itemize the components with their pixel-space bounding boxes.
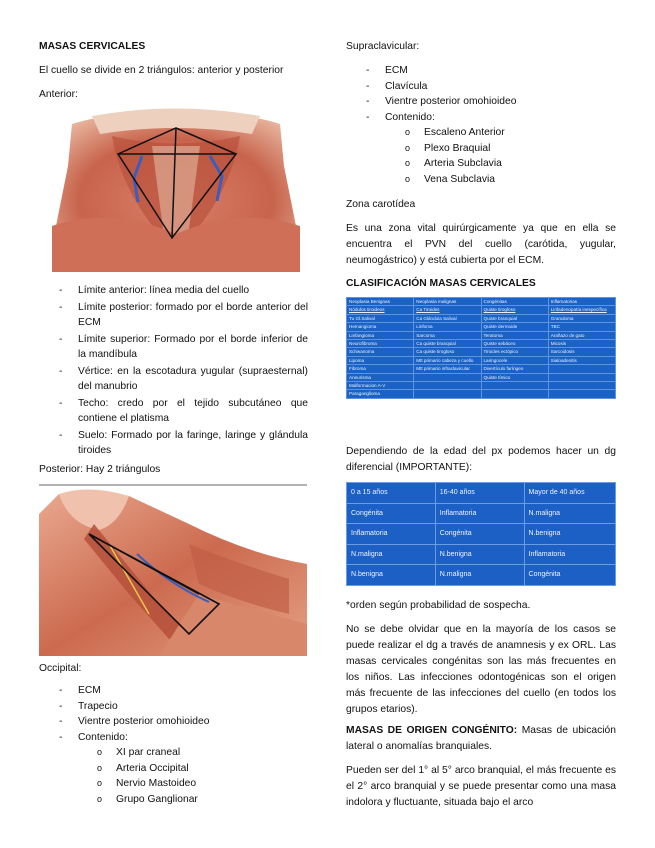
list-item: o Grupo Ganglionar (116, 792, 296, 808)
table-cell: Congénitas (481, 298, 548, 306)
anterior-neck-image (52, 106, 300, 272)
table-cell: Linfangioma (347, 331, 414, 339)
list-item: - Suelo: Formado por la faringe, laringe y glándula tiroides (78, 428, 308, 459)
table-cell: Divertículo faríngeo (481, 365, 548, 373)
table-row (347, 373, 616, 381)
supraclavicular-label: Supraclavicular: (346, 41, 420, 52)
table-cell: Hemangioma (347, 323, 414, 331)
anterior-label: Anterior: (39, 89, 78, 100)
table-row (347, 323, 616, 331)
list-item: o Arteria Subclavia (424, 156, 614, 172)
clasificacion-title: CLASIFICACIÓN MASAS CERVICALES (346, 278, 536, 289)
table-cell: Ca quiste branquial (414, 339, 481, 347)
list-item: - Límite superior: Formado por el borde inferior de la mandíbula (78, 332, 308, 363)
zona-carotidea-text: Es una zona vital quirúrgicamente ya que en ella se encuentra el PVN del cuello (carótida, yugular, neumogástrico) y está cubierta por el ECM. (346, 223, 616, 266)
table-cell: 0 a 15 años (347, 483, 436, 504)
table-cell: N.benigna (347, 565, 436, 586)
congenito-text: Masas de ubicación lateral o anomalías branquiales. (346, 725, 616, 752)
table-cell: Arañazo de gato (548, 331, 615, 339)
table-cell: TBC (548, 323, 615, 331)
occipital-label: Occipital: (39, 663, 82, 674)
table-cell (481, 381, 548, 389)
table-cell (548, 365, 615, 373)
list-item: - Límite posterior: formado por el borde anterior del ECM (78, 300, 308, 331)
list-item: o Arteria Occipital (116, 761, 296, 777)
table-cell: Sarcoma (414, 331, 481, 339)
table-cell: Teratoma (481, 331, 548, 339)
table-row (347, 390, 616, 398)
congenito-bold: MASAS DE ORIGEN CONGÉNITO: (346, 725, 518, 736)
congenito-heading (346, 723, 616, 755)
anterior-list (78, 283, 308, 459)
table-cell: Linfoma (414, 323, 481, 331)
list-item: - Techo: credo por el tejido subcutáneo que contiene el platisma (78, 396, 308, 427)
occipital-list (78, 683, 298, 745)
table-cell: Quiste tirogloso (481, 306, 548, 314)
list-item: o Nervio Mastoideo (116, 776, 296, 792)
table-cell: Inflamatoria (524, 544, 615, 565)
table-cell: Quiste tímico (481, 373, 548, 381)
table-row (347, 503, 616, 524)
table-cell: Fibroma (347, 365, 414, 373)
table-cell: Quiste sebáceo (481, 339, 548, 347)
table-cell (548, 373, 615, 381)
table-cell: Malformacion A-V (347, 381, 414, 389)
posterior-label: Posterior: Hay 2 triángulos (39, 464, 161, 475)
table-row (347, 314, 616, 322)
list-item: o Vena Subclavia (424, 172, 614, 188)
table-cell: Ca Tiroides (414, 306, 481, 314)
table-cell: Congénita (524, 565, 615, 586)
table-cell: Lipoma (347, 356, 414, 364)
table-cell: Mtt primario cabeza y cuello (414, 356, 481, 364)
table-cell (414, 390, 481, 398)
table-cell: Neoplasia Benignas (347, 298, 414, 306)
table-row (347, 356, 616, 364)
table-cell: Quiste branquial (481, 314, 548, 322)
table-cell: Micosis (548, 339, 615, 347)
page-title: MASAS CERVICALES (39, 41, 146, 52)
table-cell: Schwanoma (347, 348, 414, 356)
table-cell: Ca quiste tirogloso (414, 348, 481, 356)
table-cell: Ca Glándula Salival (414, 314, 481, 322)
list-item: o Escaleno Anterior (424, 125, 614, 141)
list-item: - Trapecio (78, 699, 298, 715)
table-cell (414, 381, 481, 389)
table-cell (414, 373, 481, 381)
table-cell: Tiroides ectópico (481, 348, 548, 356)
table-cell: Granuloma (548, 314, 615, 322)
table-cell: Inflamatorias (548, 298, 615, 306)
table-cell: N.maligna (347, 544, 436, 565)
table-cell: Nódulos tiroideos (347, 306, 414, 314)
paragraph-diagnostico: No se debe olvidar que en la mayoría de los casos se puede realizar el dg a través de anamnesis y ex ORL. Las masas cervicales congénitas son las más frecuentes en los niños. Las infecciones odontogénicas son el origen más frecuente de las infecciones del cuello (en todos los grupos etarios). (346, 624, 616, 715)
table-row (347, 544, 616, 565)
table-cell: N.benigna (435, 544, 524, 565)
table-row (347, 381, 616, 389)
supraclavicular-contenido-list (424, 125, 614, 187)
table-row (347, 298, 616, 306)
table-cell (548, 390, 615, 398)
nota-text: *orden según probabilidad de sospecha. (346, 600, 531, 611)
table-cell: Inflamatoria (347, 524, 436, 545)
supraclavicular-list (385, 63, 615, 125)
table-cell: N.benigna (524, 524, 615, 545)
table-cell: Sarcoidosis (548, 348, 615, 356)
zona-carotidea-label: Zona carotídea (346, 199, 416, 210)
occipital-contenido-list (116, 745, 296, 807)
table-cell: Congénita (347, 503, 436, 524)
paragraph-arco-branquial: Pueden ser del 1° al 5° arco branquial, el más frecuente es el 2° arco branquial y se puede presentar como una masa indolora y fluctuante, situada bajo el arco (346, 765, 616, 808)
table-row (347, 331, 616, 339)
table-row (347, 524, 616, 545)
list-item: - ECM (78, 683, 298, 699)
table-cell: Neurofibroma (347, 339, 414, 347)
dg-diferencial-text: Dependiendo de la edad del px podemos hacer un dg diferencial (IMPORTANTE): (346, 446, 616, 473)
list-item: - Contenido: (78, 730, 298, 746)
list-item: - Vientre posterior omohioideo (385, 94, 615, 110)
table-row (347, 565, 616, 586)
list-item: - Vértice: en la escotadura yugular (supraesternal) del manubrio (78, 364, 308, 395)
table-cell: Paraganglioma (347, 390, 414, 398)
table-row (347, 339, 616, 347)
table-row (347, 365, 616, 373)
list-item: - Contenido: (385, 110, 615, 126)
table-row (347, 306, 616, 314)
table-cell: Linfadenopatía inespecífica (548, 306, 615, 314)
list-item: - ECM (385, 63, 615, 79)
list-item: - Límite anterior: línea media del cuello (78, 283, 308, 299)
list-item: o XI par craneal (116, 745, 296, 761)
posterior-neck-image (39, 484, 307, 656)
table-cell: Laringocele (481, 356, 548, 364)
table-cell: 16-40 años (435, 483, 524, 504)
table-cell: Sialoadenitis (548, 356, 615, 364)
clasificacion-table (346, 297, 616, 399)
table-cell: Neoplasia malignas (414, 298, 481, 306)
edad-table (346, 482, 616, 586)
list-item: - Clavícula (385, 79, 615, 95)
table-cell: N.maligna (435, 565, 524, 586)
table-cell: Quiste dermoide (481, 323, 548, 331)
table-cell: Mayor de 40 años (524, 483, 615, 504)
table-cell (548, 381, 615, 389)
table-cell: Tu Gl.Salival (347, 314, 414, 322)
table-row (347, 348, 616, 356)
list-item: o Plexo Braquial (424, 141, 614, 157)
table-row (347, 483, 616, 504)
table-cell: Inflamatoria (435, 503, 524, 524)
table-cell: Congénita (435, 524, 524, 545)
intro-text: El cuello se divide en 2 triángulos: anterior y posterior (39, 65, 284, 76)
table-cell: Aneurisma (347, 373, 414, 381)
table-cell: N.maligna (524, 503, 615, 524)
table-cell: Mtt primario infraclavicular (414, 365, 481, 373)
table-cell (481, 390, 548, 398)
list-item: - Vientre posterior omohioideo (78, 714, 298, 730)
